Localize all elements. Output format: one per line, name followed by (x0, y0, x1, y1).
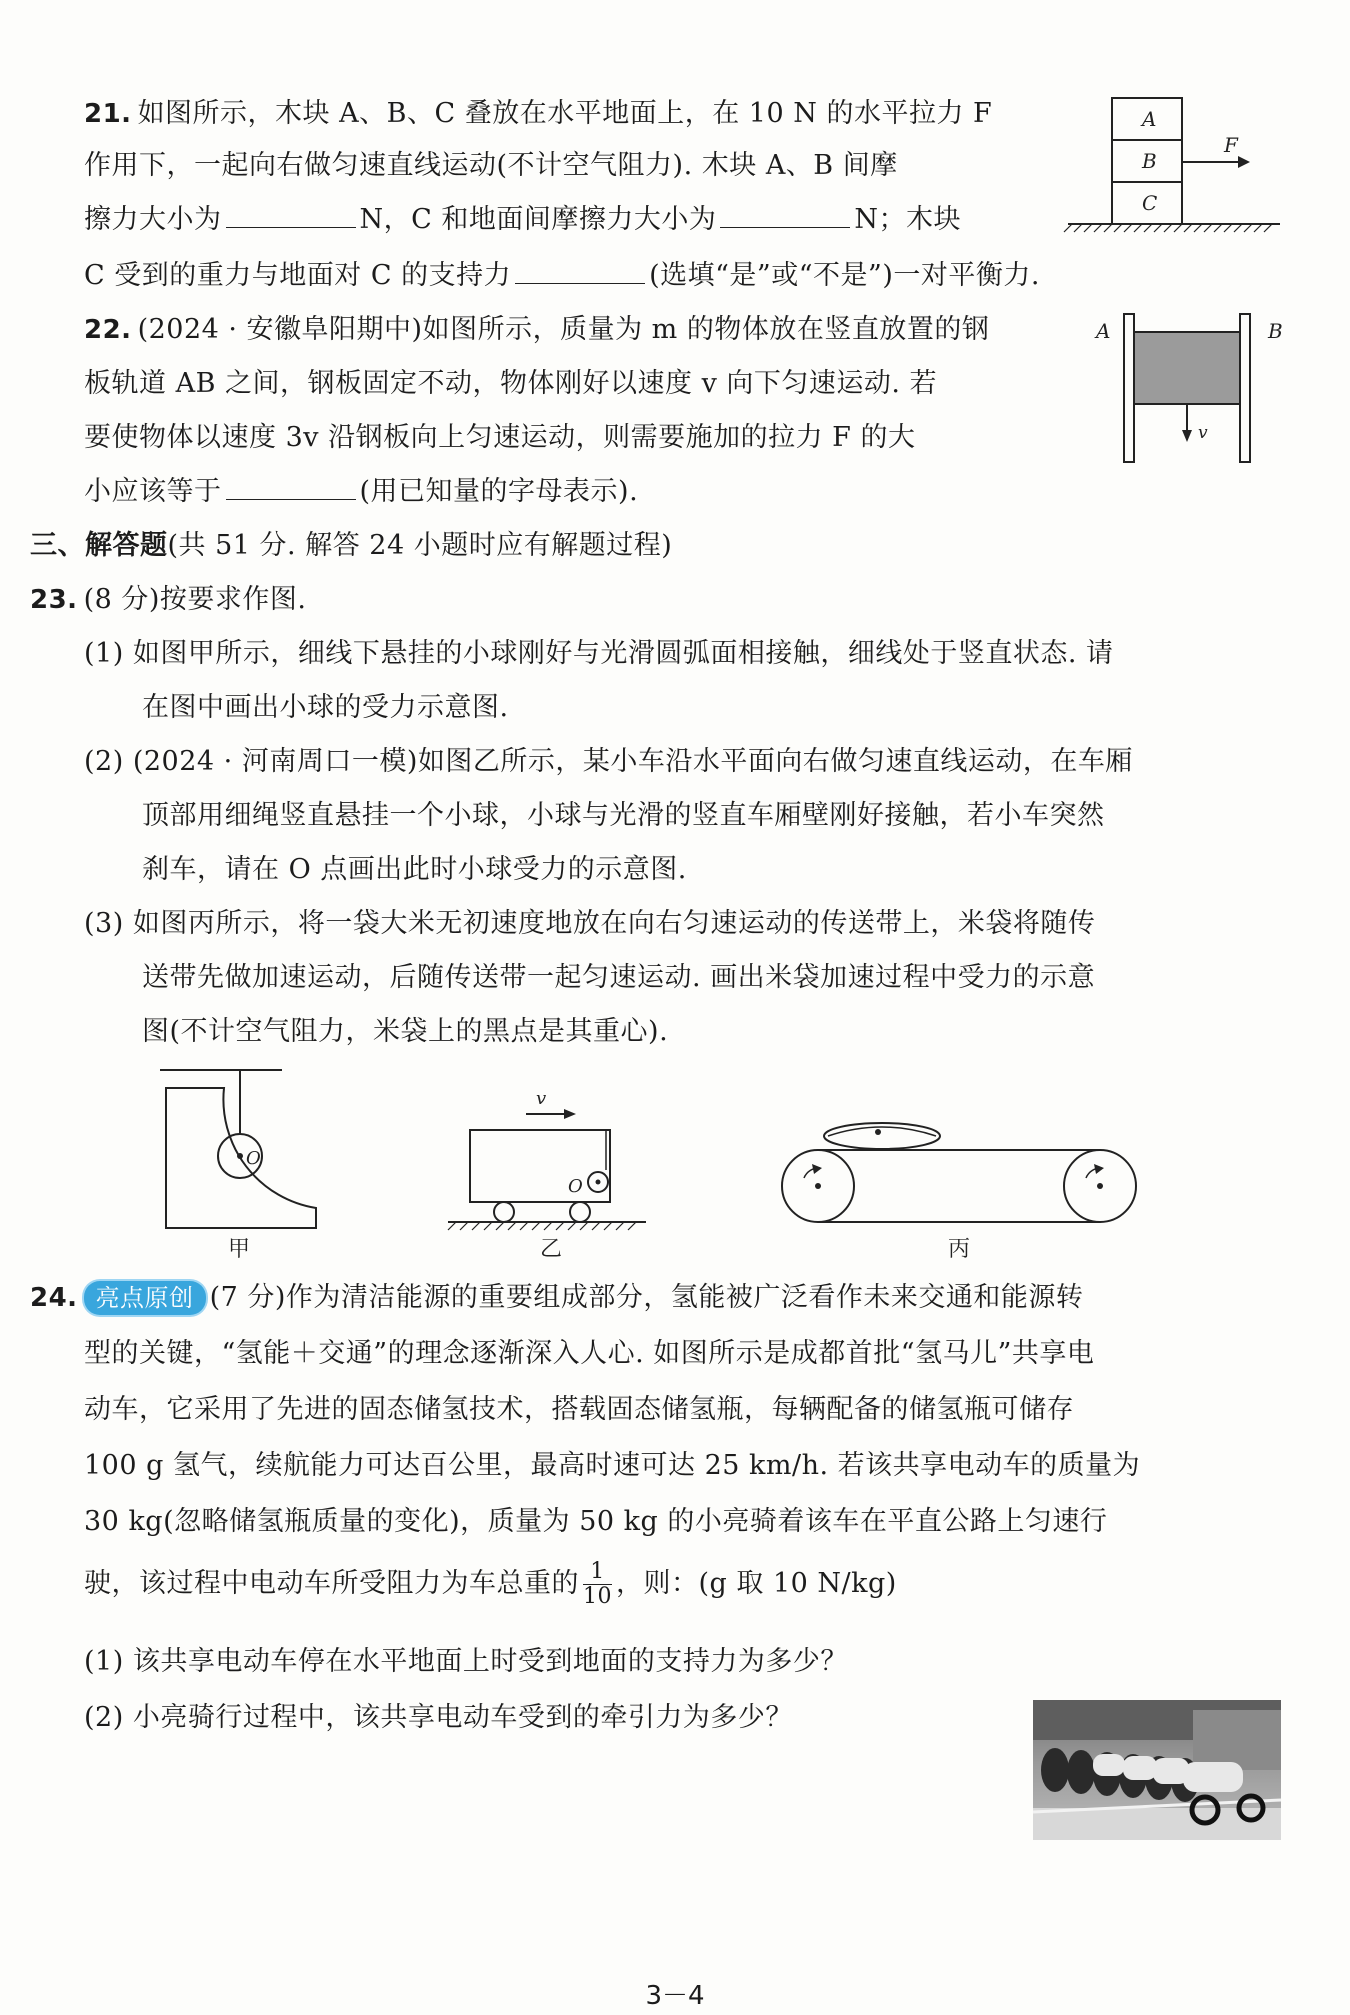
q24-sub-1: (1) 该共享电动车停在水平地面上时受到地面的支持力为多少？ (84, 1646, 848, 1677)
figure-jia-caption: 甲 (228, 1237, 251, 1258)
force-f-label: F (1224, 133, 1238, 157)
fraction-one-tenth: $\frac{1}{10}$ (583, 1559, 612, 1609)
q21-figure-blocks (1060, 96, 1285, 236)
q22-line-4: 小应该等于 (用已知量的字母表示). (84, 472, 638, 512)
q22-line-3: 要使物体以速度 3v 沿钢板向上匀速运动，则需要施加的拉力 F 的大 (84, 422, 916, 453)
q24-line-3: 动车，它采用了先进的固态储氢技术，搭载固态储氢瓶，每辆配备的储氢瓶可储存 (84, 1394, 1074, 1425)
q23-part3-line2: 送带先做加速运动，后随传送带一起匀速运动. 画出米袋加速过程中受力的示意 (142, 962, 1096, 993)
q23-part1-line2: 在图中画出小球的受力示意图. (142, 692, 509, 723)
q21-line-2: 作用下，一起向右做匀速直线运动(不计空气阻力). 木块 A、B 间摩 (84, 150, 898, 181)
q23-part1-line1: (1) 如图甲所示，细线下悬挂的小球刚好与光滑圆弧面相接触，细线处于竖直状态. 请 (84, 638, 1114, 669)
q22-number: 22. (84, 315, 132, 345)
figure-yi (446, 1090, 666, 1260)
q24-line-1: 24. 亮点原创 (7 分)作为清洁能源的重要组成部分，氢能被广泛看作未来交通和能源转 (30, 1282, 1084, 1313)
original-badge: 亮点原创 (84, 1281, 206, 1315)
q24-number: 24. (30, 1283, 78, 1313)
q21-blank-1[interactable] (226, 201, 356, 228)
page-number: 3－4 (645, 1981, 705, 2011)
q21-blank-3[interactable] (515, 257, 645, 284)
velocity-label: v (1198, 423, 1208, 443)
q22-figure-rails (1090, 308, 1290, 468)
q21-line-4: C 受到的重力与地面对 C 的支持力 (选填“是”或“不是”)一对平衡力. (84, 256, 1040, 296)
figure-jia (160, 1068, 330, 1258)
q24-line-6: 驶，该过程中电动车所受阻力为车总重的 $\frac{1}{10}$ ，则：(g 取 10 N/kg) (84, 1559, 897, 1609)
q24-line-2: 型的关键，“氢能＋交通”的理念逐渐深入人心. 如图所示是成都首批“氢马儿”共享电 (84, 1338, 1095, 1369)
q24-line-4: 100 g 氢气，续航能力可达百公里，最高时速可达 25 km/h. 若该共享电动车的质量为 (84, 1450, 1141, 1481)
q23-number: 23. (30, 585, 78, 615)
q21-number: 21. (84, 99, 132, 129)
yi-v-label: v (536, 1090, 547, 1109)
rail-b-label: B (1268, 319, 1283, 343)
q24-sub-2: (2) 小亮骑行过程中，该共享电动车受到的牵引力为多少？ (84, 1702, 793, 1733)
q21-line-1: 21. 如图所示，木块 A、B、C 叠放在水平地面上，在 10 N 的水平拉力 F (84, 98, 993, 129)
jia-o-label: O (246, 1148, 261, 1169)
ebike-photo (1033, 1700, 1281, 1840)
figure-yi-caption: 乙 (540, 1237, 563, 1260)
rail-a-label: A (1096, 319, 1111, 343)
q22-line-2: 板轨道 AB 之间，钢板固定不动，物体刚好以速度 v 向下匀速运动. 若 (84, 368, 938, 399)
q23-part2-line3: 刹车，请在 O 点画出此时小球受力的示意图. (142, 854, 687, 885)
q23-part3-line3: 图(不计空气阻力，米袋上的黑点是其重心). (142, 1016, 669, 1047)
q21-blank-2[interactable] (720, 201, 850, 228)
q21-line-3: 擦力大小为 N，C 和地面间摩擦力大小为 N；木块 (84, 200, 961, 240)
q23-part2-line1: (2) (2024 · 河南周口一模)如图乙所示，某小车沿水平面向右做匀速直线运动，在车厢 (84, 746, 1133, 777)
figure-bing-caption: 丙 (948, 1237, 971, 1262)
yi-o-label: O (568, 1176, 583, 1197)
q24-line-5: 30 kg(忽略储氢瓶质量的变化)，质量为 50 kg 的小亮骑着该车在平直公路上匀速行 (84, 1506, 1108, 1537)
q23-part3-line1: (3) 如图丙所示，将一袋大米无初速度地放在向右匀速运动的传送带上，米袋将随传 (84, 908, 1096, 939)
q23-part2-line2: 顶部用细绳竖直悬挂一个小球，小球与光滑的竖直车厢壁刚好接触，若小车突然 (142, 800, 1105, 831)
block-c-label: C (1142, 191, 1158, 215)
q23-heading: 23. (8 分)按要求作图. (30, 584, 307, 615)
q22-line-1: 22. (2024 · 安徽阜阳期中)如图所示，质量为 m 的物体放在竖直放置的钢 (84, 314, 990, 345)
q22-blank[interactable] (226, 473, 356, 500)
figure-bing (780, 1112, 1150, 1262)
block-a-label: A (1142, 107, 1157, 131)
section-heading: 三、解答题(共 51 分. 解答 24 小题时应有解题过程) (30, 530, 673, 561)
block-b-label: B (1142, 149, 1157, 173)
ebike-photo-drawing (1033, 1700, 1281, 1840)
